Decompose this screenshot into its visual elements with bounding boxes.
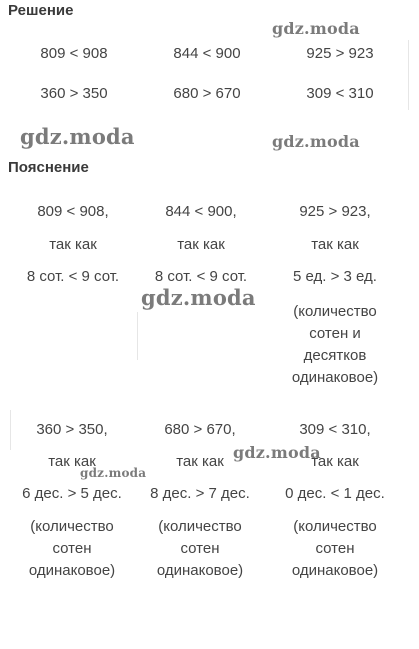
explanation-note	[270, 301, 400, 389]
explanation-reason: 8 дес. > 7 дес.	[150, 485, 250, 502]
note-line: (количество	[158, 518, 242, 535]
solution-heading: Решение	[8, 2, 74, 19]
watermark: gdz.moda	[80, 466, 147, 480]
note-line: одинаковое)	[156, 562, 244, 579]
solution-r2c3: 309 < 310	[306, 85, 374, 102]
note-line: одинаковое)	[28, 562, 116, 579]
explanation-compare: 360 > 350,	[36, 421, 108, 438]
watermark: gdz.moda	[141, 285, 256, 310]
explanation-note	[135, 516, 265, 582]
note-line: (количество	[293, 518, 377, 535]
note-line: сотен	[180, 540, 220, 557]
note-line: сотен	[52, 540, 92, 557]
explanation-reason: 8 сот. < 9 сот.	[26, 268, 120, 285]
explanation-because: так как	[177, 236, 225, 253]
solution-r1c2: 844 < 900	[173, 45, 241, 62]
note-line: одинаковое)	[291, 562, 379, 579]
explanation-heading: Пояснение	[8, 159, 89, 176]
explanation-note	[7, 516, 137, 582]
explanation-reason: 5 ед. > 3 ед.	[293, 268, 377, 285]
explanation-reason: 6 дес. > 5 дес.	[22, 485, 122, 502]
solution-r2c2: 680 > 670	[173, 85, 241, 102]
note-line: десятков	[303, 347, 367, 364]
explanation-because: так как	[48, 453, 96, 470]
explanation-reason: 8 сот. < 9 сот.	[154, 268, 248, 285]
explanation-compare: 809 < 908,	[37, 203, 109, 220]
explanation-reason: 0 дес. < 1 дес.	[285, 485, 385, 502]
explanation-compare: 844 < 900,	[165, 203, 237, 220]
note-line: сотен и	[309, 325, 361, 342]
divider	[408, 40, 409, 110]
explanation-because: так как	[176, 453, 224, 470]
watermark: gdz.moda	[272, 19, 360, 38]
explanation-because: так как	[49, 236, 97, 253]
note-line: одинаковое)	[291, 369, 379, 386]
explanation-compare: 309 < 310,	[299, 421, 371, 438]
explanation-note	[270, 516, 400, 582]
note-line: (количество	[30, 518, 114, 535]
divider	[137, 312, 138, 360]
solution-r1c1: 809 < 908	[40, 45, 108, 62]
explanation-because: так как	[311, 453, 359, 470]
watermark: gdz.moda	[233, 443, 321, 462]
watermark: gdz.moda	[272, 132, 360, 151]
explanation-compare: 925 > 923,	[299, 203, 371, 220]
solution-r1c3: 925 > 923	[306, 45, 374, 62]
watermark: gdz.moda	[20, 124, 135, 149]
note-line: (количество	[293, 303, 377, 320]
note-line: сотен	[315, 540, 355, 557]
solution-r2c1: 360 > 350	[40, 85, 108, 102]
explanation-because: так как	[311, 236, 359, 253]
explanation-compare: 680 > 670,	[164, 421, 236, 438]
